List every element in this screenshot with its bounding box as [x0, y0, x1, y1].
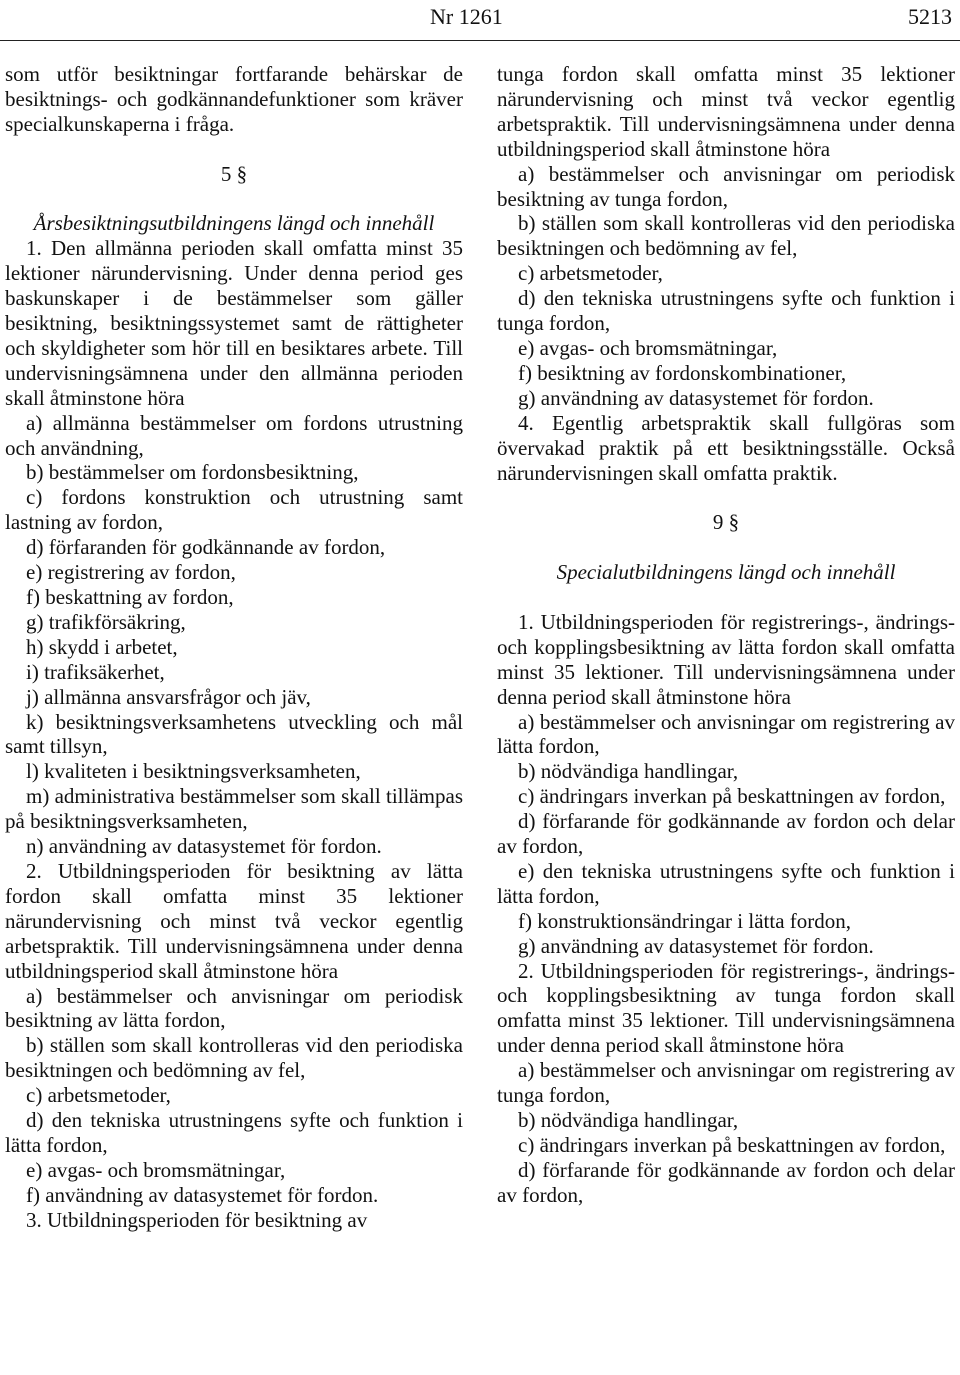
list-item: g) trafikförsäkring, [26, 609, 186, 634]
section-9-number: 9 § [712, 510, 740, 535]
paragraph-9-2: 2. Utbildningsperioden för registrerings-, ändrings- och kopplingsbesiktning av tunga fordon skall omfatta minst 35 lektioner. Till undervisningsämnena under denna period skall åtminstone höra [497, 958, 955, 1058]
list-item: d) den tekniska utrustningens syfte och funktion i lätta fordon, [5, 1108, 463, 1157]
list-item: c) arbetsmetoder, [26, 1083, 171, 1108]
list-item: c) ändringars inverkan på beskattningen av fordon, [518, 784, 946, 809]
page-number: 5213 [908, 4, 952, 29]
list-item: d) förfarande för godkännande av fordon och delar av fordon, [497, 809, 955, 859]
page-header [0, 0, 960, 41]
paragraph-3-start: 3. Utbildningsperioden för besiktning av [26, 1207, 368, 1232]
list-item: l) kvaliteten i besiktningsverksamheten, [26, 759, 361, 784]
list-item: a) bestämmelser och anvisningar om periodisk besiktning av tunga fordon, [497, 161, 955, 211]
spacer [5, 137, 463, 162]
list-item: d) förfaranden för godkännande av fordon, [26, 535, 386, 560]
intro-paragraph: som utför besiktningar fortfarande behärskar de besiktnings- och godkännandefunktioner som kräver specialkunskaperna i fråga. [5, 62, 463, 136]
list-item: b) bestämmelser om fordonsbesiktning, [26, 460, 359, 485]
right-column [497, 62, 955, 1208]
document-number: Nr 1261 [430, 4, 503, 29]
list-item: e) avgas- och bromsmätningar, [26, 1157, 286, 1182]
paragraph-4: 4. Egentlig arbetspraktik skall fullgöras som övervakad praktik på ett besiktningsställe. Också närundervisningen skall omfatta praktik. [497, 410, 955, 485]
paragraph-9-1: 1. Utbildningsperioden för registrerings-, ändrings- och kopplingsbesiktning av lätta fordon skall omfatta minst 35 lektioner. Till undervisningsämnena under denna period skall åtminstone höra [497, 609, 955, 709]
list-item: g) användning av datasystemet för fordon. [518, 385, 874, 410]
list-item: a) bestämmelser och anvisningar om periodisk besiktning av lätta fordon, [5, 983, 463, 1033]
list-item: c) fordons konstruktion och utrustning samt lastning av fordon, [5, 485, 463, 535]
list-item: d) förfarande för godkännande av fordon och delar av fordon, [497, 1157, 955, 1207]
list-item: c) ändringars inverkan på beskattningen av fordon, [518, 1132, 946, 1157]
list-item: k) besiktningsverksamhetens utveckling och mål samt tillsyn, [5, 709, 463, 759]
paragraph-2: 2. Utbildningsperioden för besiktning av lätta fordon skall omfatta minst 35 lektioner närundervisning och minst två veckor egentlig arbetspraktik. Till undervisningsämnena under denna utbildningsperiod skall åtminstone höra [5, 858, 463, 983]
spacer [497, 535, 955, 560]
list-item: b) ställen som skall kontrolleras vid den periodiska besiktningen och bedömning av fel, [497, 211, 955, 261]
section-9-title: Specialutbildningens längd och innehåll [556, 560, 896, 585]
list-item: j) allmänna ansvarsfrågor och jäv, [26, 684, 311, 709]
list-item: f) konstruktionsändringar i lätta fordon, [518, 908, 852, 933]
list-item: b) nödvändiga handlingar, [518, 1108, 739, 1133]
list-item: c) arbetsmetoder, [518, 261, 663, 286]
list-item: g) användning av datasystemet för fordon. [518, 933, 874, 958]
paragraph-1: 1. Den allmänna perioden skall omfatta minst 35 lektioner närundervisning. Under denna period ges baskunskaper i de bestämmelser som gäller besiktning, besiktningssystemet samt de rättigheter och skyldigheter som hör till en besiktares arbete. Till undervisningsämnena under den allmänna perioden skall åtminstone höra [5, 236, 463, 410]
list-item: e) avgas- och bromsmätningar, [518, 335, 778, 360]
list-item: b) nödvändiga handlingar, [518, 759, 739, 784]
section-5-number: 5 § [220, 161, 248, 186]
list-item: i) trafiksäkerhet, [26, 659, 165, 684]
list-item: a) bestämmelser och anvisningar om registrering av tunga fordon, [497, 1058, 955, 1108]
list-item: b) ställen som skall kontrolleras vid den periodiska besiktningen och bedömning av fel, [5, 1033, 463, 1083]
left-column [5, 62, 463, 1233]
paragraph-3-continued: tunga fordon skall omfatta minst 35 lektioner närundervisning och minst två veckor egentlig arbetspraktik. Till undervisningsämnena under denna utbildningsperiod skall åtminstone höra [497, 62, 955, 161]
list-item: d) den tekniska utrustningens syfte och funktion i tunga fordon, [497, 286, 955, 336]
list-item: f) användning av datasystemet för fordon. [26, 1182, 379, 1207]
list-item: a) bestämmelser och anvisningar om registrering av lätta fordon, [497, 709, 955, 759]
spacer [497, 585, 955, 610]
list-item: h) skydd i arbetet, [26, 634, 178, 659]
list-item: m) administrativa bestämmelser som skall tillämpas på besiktningsverksamheten, [5, 784, 463, 834]
list-item: a) allmänna bestämmelser om fordons utrustning och användning, [5, 410, 463, 460]
list-item: e) registrering av fordon, [26, 560, 236, 585]
list-item: n) användning av datasystemet för fordon. [26, 834, 382, 859]
list-item: f) beskattning av fordon, [26, 585, 234, 609]
spacer [497, 485, 955, 510]
section-5-title: Årsbesiktningsutbildningens längd och innehåll [33, 211, 435, 236]
list-item: e) den tekniska utrustningens syfte och funktion i lätta fordon, [497, 858, 955, 908]
list-item: f) besiktning av fordonskombinationer, [518, 360, 847, 385]
spacer [5, 187, 463, 212]
